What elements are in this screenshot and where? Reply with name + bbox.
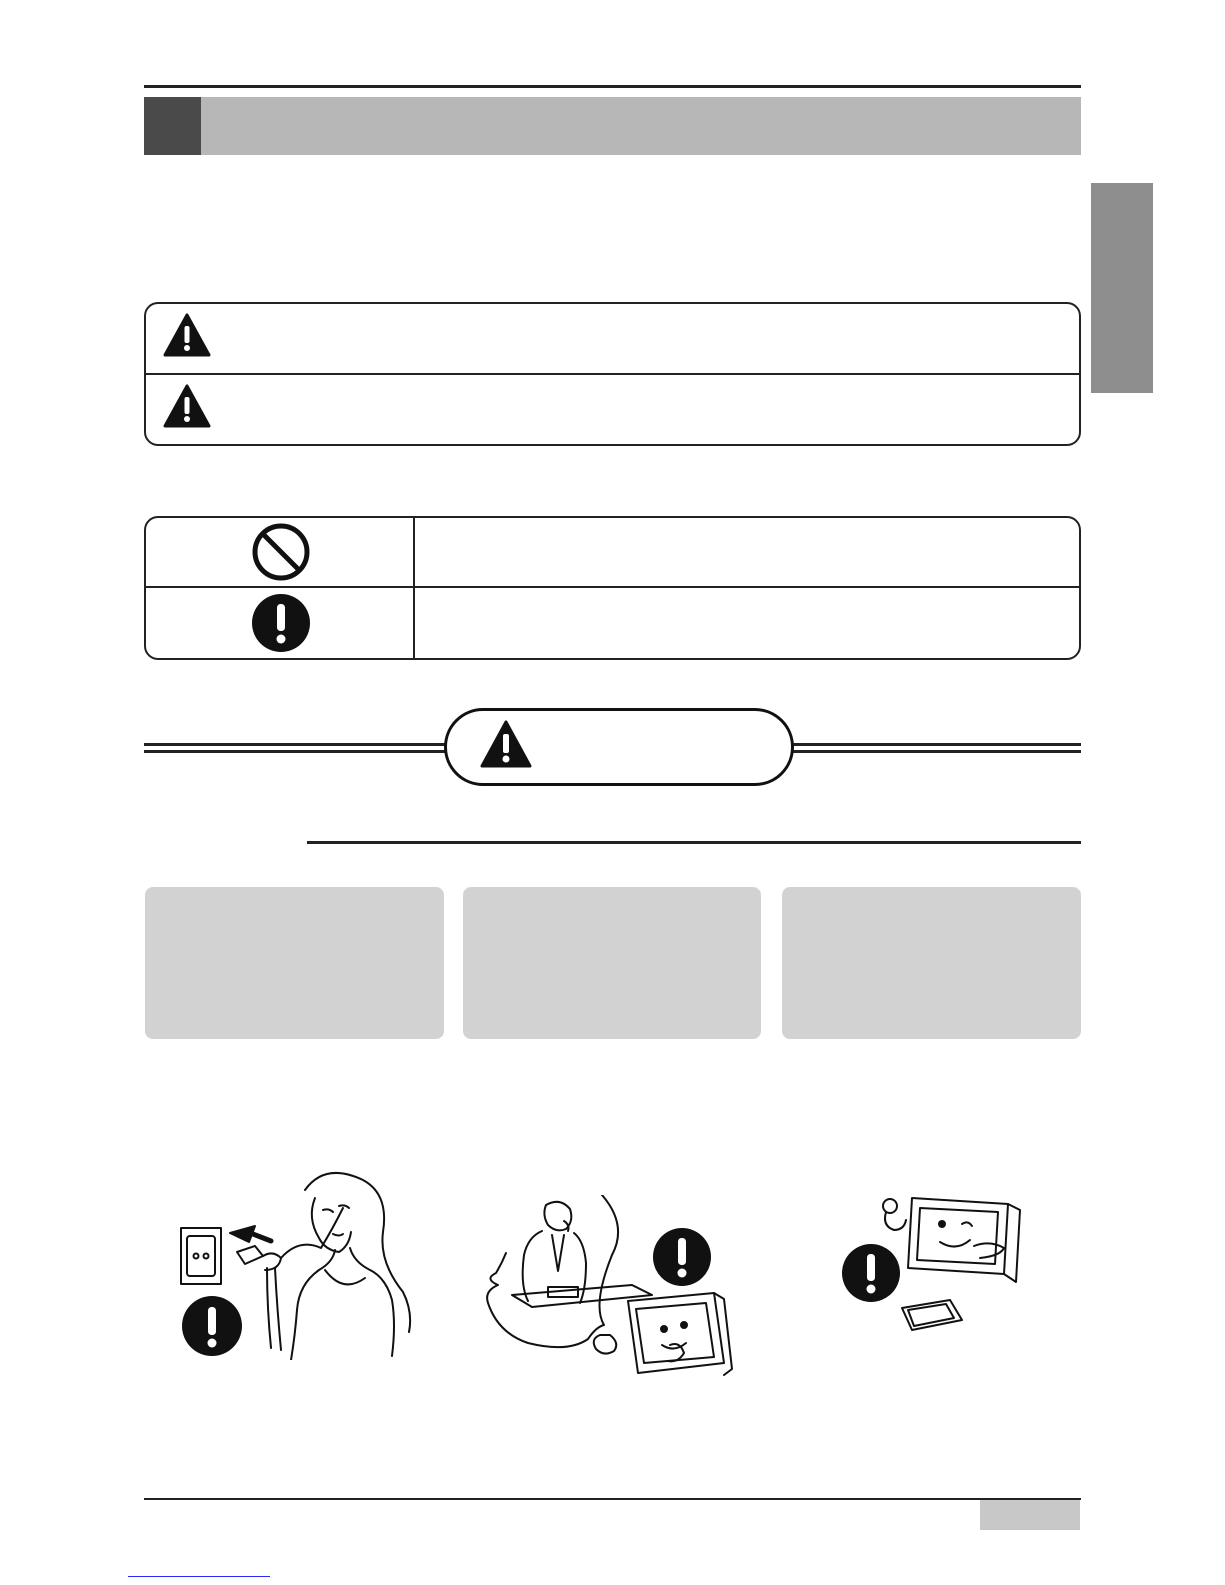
- symbol-table-col-divider: [413, 517, 415, 659]
- side-tab: [1091, 183, 1153, 393]
- phone-call-monitor-illustration: [482, 1195, 742, 1395]
- warning-box-divider: [145, 373, 1080, 375]
- mandatory-exclamation-icon: [841, 1243, 901, 1303]
- mandatory-exclamation-icon: [181, 1295, 243, 1357]
- link-underline[interactable]: [128, 1576, 270, 1577]
- top-rule: [144, 85, 1081, 88]
- prohibited-icon: [251, 522, 311, 582]
- banner-rule-left-top: [144, 743, 446, 746]
- section-title-bar: [144, 97, 1081, 155]
- mandatory-exclamation-icon: [251, 593, 311, 653]
- mandatory-exclamation-icon: [652, 1227, 712, 1287]
- banner-rule-left-bottom: [144, 750, 446, 753]
- warning-triangle-icon: [480, 720, 532, 768]
- info-card-3: [782, 887, 1081, 1039]
- subsection-rule: [307, 841, 1081, 844]
- info-card-2: [463, 887, 761, 1039]
- banner-rule-right-top: [792, 743, 1081, 746]
- info-card-1: [145, 887, 444, 1039]
- banner-rule-right-bottom: [792, 750, 1081, 753]
- bottom-rule: [144, 1498, 1081, 1500]
- symbol-table-row-divider: [145, 586, 1080, 588]
- caution-triangle-icon: [163, 384, 211, 428]
- warning-triangle-icon: [163, 313, 211, 357]
- page-number-block: [980, 1500, 1080, 1530]
- section-number-block: [144, 97, 201, 155]
